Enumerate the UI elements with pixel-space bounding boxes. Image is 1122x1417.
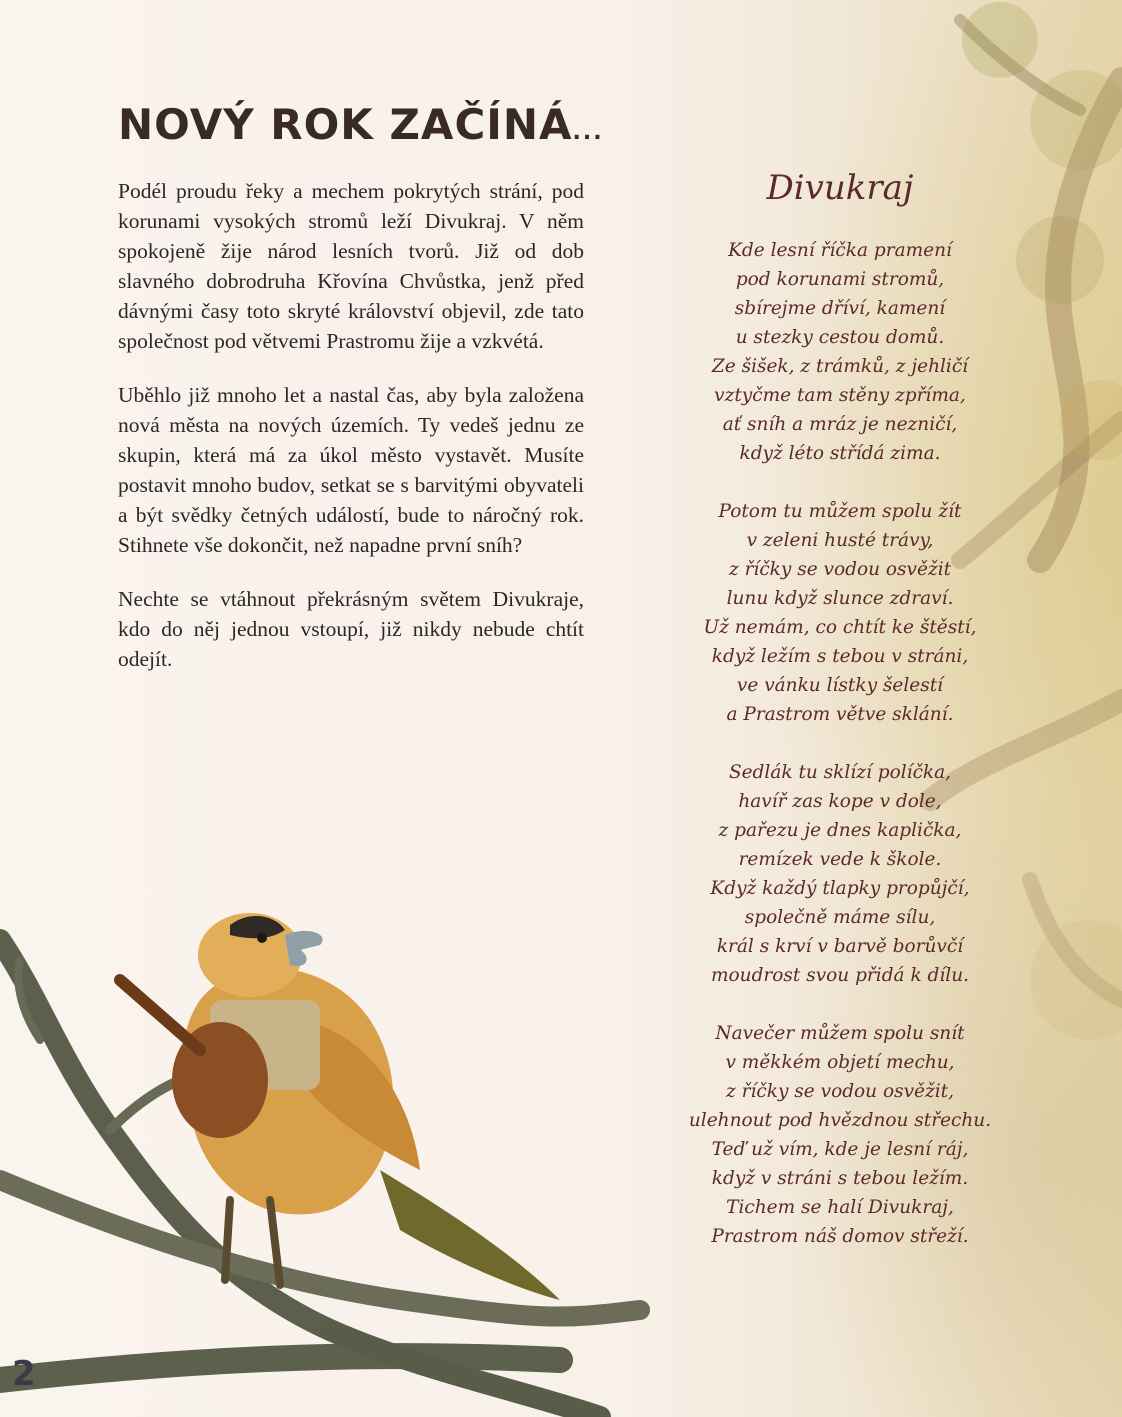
poem-line: Když každý tlapky propůjčí, xyxy=(710,878,970,899)
bird-tail xyxy=(380,1170,560,1300)
poem-line: Potom tu můžem spolu žít xyxy=(718,501,962,522)
poem-line: v zeleni husté trávy, xyxy=(746,530,934,551)
poem-line: ať sníh a mráz je nezničí, xyxy=(722,414,958,435)
poem-line: moudrost svou přidá k dílu. xyxy=(710,965,970,986)
poem-line: společně máme sílu, xyxy=(744,907,936,928)
poem-line: když léto střídá zima. xyxy=(739,443,941,464)
poem-line: lunu když slunce zdraví. xyxy=(726,588,954,609)
poem-line: vztyčme tam stěny zpříma, xyxy=(714,385,966,406)
poem-line: Tichem se halí Divukraj, xyxy=(726,1197,954,1218)
lute-neck xyxy=(120,980,200,1050)
poem-line: ulehnout pod hvězdnou střechu. xyxy=(688,1110,992,1131)
title-ellipsis: ... xyxy=(572,120,604,145)
poem-line: z říčky se vodou osvěžit, xyxy=(726,1081,954,1102)
poem-line: z pařezu je dnes kaplička, xyxy=(718,820,962,841)
poem-line: Už nemám, co chtít ke štěstí, xyxy=(703,617,977,638)
poem-line: sbírejme dříví, kamení xyxy=(734,298,946,319)
poem-line: a Prastrom větve sklání. xyxy=(726,704,954,725)
bird-eye xyxy=(257,933,267,943)
poem-line: Kde lesní říčka pramení xyxy=(728,240,952,261)
poem-line: z říčky se vodou osvěžit xyxy=(728,559,952,580)
poem-line: když ležím s tebou v stráni, xyxy=(711,646,969,667)
poem-line: u stezky cestou domů. xyxy=(735,327,945,348)
poem-line: pod korunami stromů, xyxy=(735,269,945,290)
poem-line: Prastrom náš domov střeží. xyxy=(711,1226,969,1247)
intro-paragraph: Podél proudu řeky a mechem pokrytých strání, pod korunami vysokých stromů leží Divukraj. V něm spokojeně žije národ lesních tvorů. Již od dob slavného dobrodruha Křovína Chvůstka, jenž před dávnými časy toto skryté království objevil, zde tato společnost pod větvemi Prastromu žije a vzkvétá. xyxy=(118,179,584,353)
poem-line: Sedlák tu sklízí políčka, xyxy=(728,762,952,783)
poem-line: v měkkém objetí mechu, xyxy=(725,1052,955,1073)
poem-line: Ze šišek, z trámků, z jehličí xyxy=(711,356,969,377)
poem-title: Divukraj xyxy=(766,168,914,208)
poem-line: ve vánku lístky šelestí xyxy=(736,675,944,696)
poem-line: Teď už vím, kde je lesní ráj, xyxy=(711,1139,969,1160)
page-number: 2 xyxy=(12,1354,36,1394)
poem-line: král s krví v barvě borůvčí xyxy=(716,936,964,957)
title-main: NOVÝ ROK ZAČÍNÁ xyxy=(118,100,573,149)
poem-line: havíř zas kope v dole, xyxy=(738,791,942,812)
intro-paragraph: Nechte se vtáhnout překrásným světem Divukraje, kdo do něj jednou vstoupí, již nikdy nebude chtít odejít. xyxy=(118,587,584,671)
bird-beak xyxy=(285,931,323,966)
poem-line: když v stráni s tebou ležím. xyxy=(711,1168,969,1189)
poem-line: remízek vede k škole. xyxy=(738,849,942,870)
intro-paragraph: Uběhlo již mnoho let a nastal čas, aby byla založena nová města na nových územích. Ty vedeš jednu ze skupin, která má za úkol město vystavět. Musíte postavit mnoho budov, setkat se s barvitými obyvateli a být svědky četných událostí, bude to náročný rok. Stihnete vše dokončit, než napadne první sníh? xyxy=(118,383,584,557)
poem-line: Navečer můžem spolu snít xyxy=(715,1023,965,1044)
